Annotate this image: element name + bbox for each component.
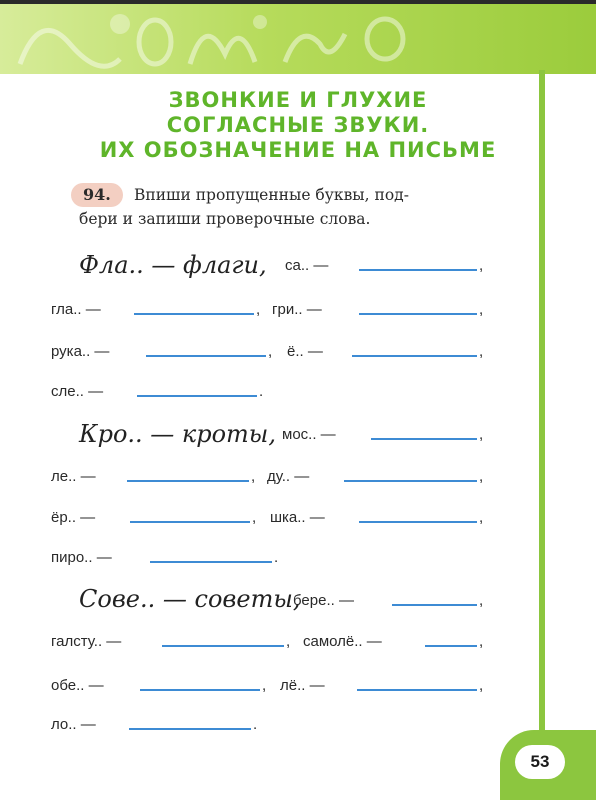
punct-comma: , [479, 257, 484, 274]
punct-comma: , [479, 633, 484, 650]
word-sa: са.. — [285, 257, 329, 274]
answer-line-du[interactable] [344, 480, 477, 482]
answer-line-bere[interactable] [392, 604, 477, 606]
exercise-number: 94. [83, 185, 111, 204]
task-text-line-1: Впиши пропущенные буквы, под- [134, 186, 409, 204]
answer-line-sle[interactable] [137, 395, 257, 397]
word-bere: бере.. — [293, 592, 354, 609]
word-ruka: рука.. — [51, 343, 110, 360]
answer-line-sa[interactable] [359, 269, 477, 271]
punct-comma: , [479, 509, 484, 526]
answer-line-yor[interactable] [130, 521, 250, 523]
answer-line-galstu[interactable] [162, 645, 284, 647]
task-text-line-2: бери и запиши проверочные слова. [79, 210, 371, 228]
word-gri: гри.. — [272, 301, 322, 318]
punct-comma: , [479, 677, 484, 694]
punct-comma: , [256, 301, 261, 318]
answer-line-lo[interactable] [129, 728, 251, 730]
word-sle: сле.. — [51, 383, 104, 400]
punct-comma: , [479, 301, 484, 318]
word-piro: пиро.. — [51, 549, 112, 566]
punct-comma: , [268, 343, 273, 360]
handwritten-example-fla: Фла.. — флаги, [79, 251, 267, 279]
answer-line-shka[interactable] [359, 521, 477, 523]
answer-line-samolyo[interactable] [425, 645, 477, 647]
punct-comma: , [479, 592, 484, 609]
answer-line-yo[interactable] [352, 355, 477, 357]
punct-period: . [259, 383, 264, 400]
word-mos: мос.. — [282, 426, 336, 443]
answer-line-obe[interactable] [140, 689, 260, 691]
word-shka: шка.. — [270, 509, 325, 526]
word-samolyo: самолё.. — [303, 633, 382, 650]
punct-comma: , [479, 468, 484, 485]
punct-comma: , [252, 509, 257, 526]
word-le: ле.. — [51, 468, 96, 485]
word-lyo: лё.. — [280, 677, 325, 694]
banner-decoration [0, 4, 596, 74]
word-gla: гла.. — [51, 301, 101, 318]
answer-line-gri[interactable] [359, 313, 477, 315]
punct-comma: , [251, 468, 256, 485]
page-frame-rule [539, 70, 545, 800]
answer-line-ruka[interactable] [146, 355, 266, 357]
word-obe: обе.. — [51, 677, 104, 694]
answer-line-mos[interactable] [371, 438, 477, 440]
punct-comma: , [262, 677, 267, 694]
answer-line-piro[interactable] [150, 561, 272, 563]
punct-comma: , [479, 343, 484, 360]
punct-period: . [253, 716, 258, 733]
header-banner [0, 4, 596, 74]
handwritten-example-sove: Сове.. — советы, [79, 585, 301, 613]
answer-line-le[interactable] [127, 480, 249, 482]
title-line-1: ЗВОНКИЕ И ГЛУХИЕ [168, 88, 428, 112]
page-number: 53 [515, 745, 565, 779]
handwritten-example-kro: Кро.. — кроты, [79, 420, 276, 448]
answer-line-lyo[interactable] [357, 689, 477, 691]
word-yo: ё.. — [287, 343, 323, 360]
title-line-3: ИХ ОБОЗНАЧЕНИЕ НА ПИСЬМЕ [99, 138, 497, 162]
title-line-2: СОГЛАСНЫЕ ЗВУКИ. [166, 113, 430, 137]
answer-line-gla[interactable] [134, 313, 254, 315]
punct-comma: , [286, 633, 291, 650]
punct-comma: , [479, 426, 484, 443]
word-lo: ло.. — [51, 716, 96, 733]
word-du: ду.. — [267, 468, 310, 485]
punct-period: . [274, 549, 279, 566]
word-yor: ёр.. — [51, 509, 96, 526]
word-galstu: галсту.. — [51, 633, 122, 650]
